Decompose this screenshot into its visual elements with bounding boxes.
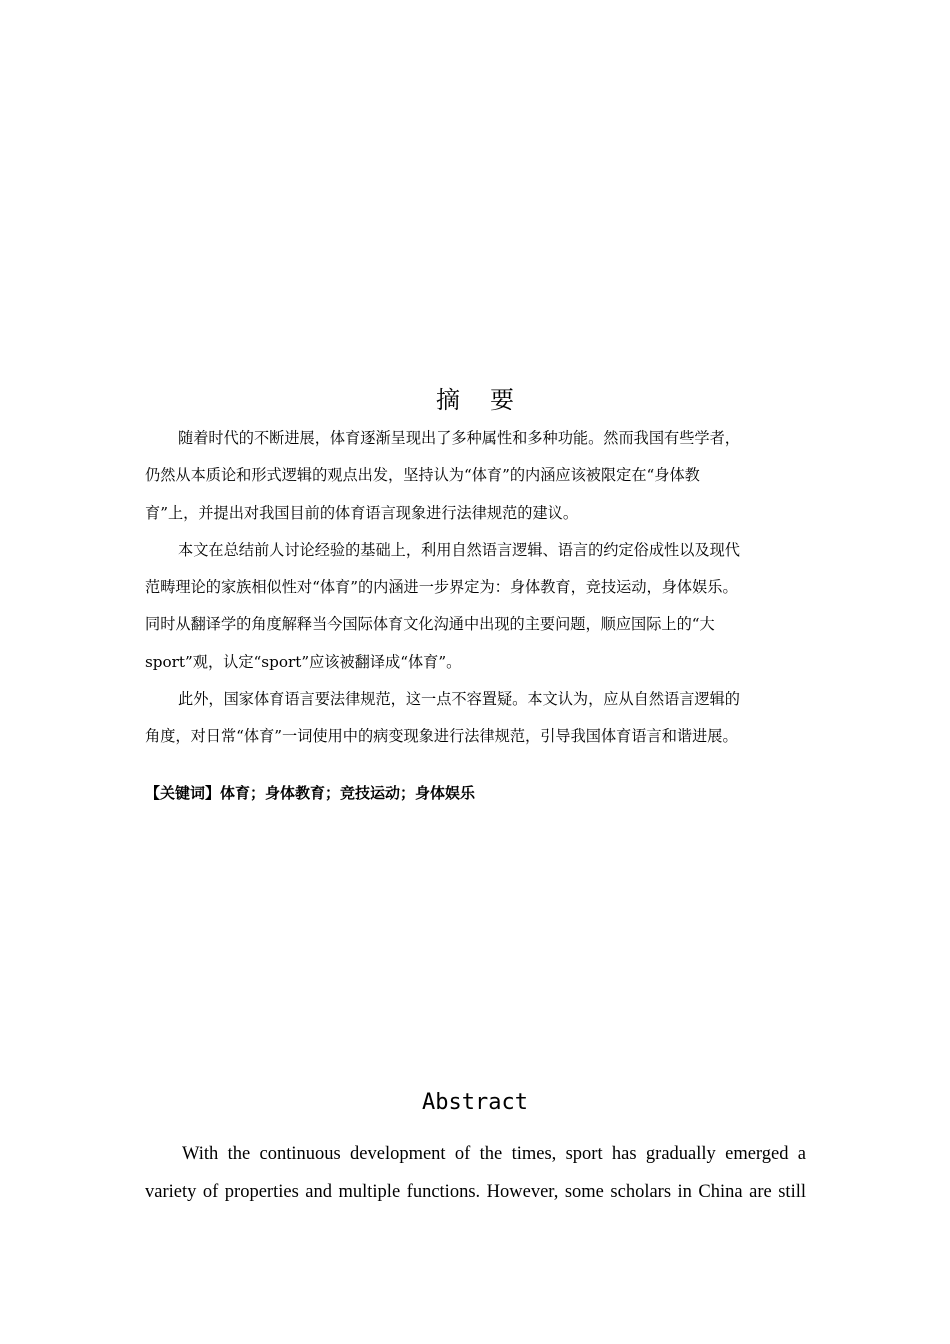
text-line: 范畴理论的家族相似性对“体育”的内涵进一步界定为：身体教育，竞技运动，身体娱乐。 [145, 578, 738, 597]
abstract-cn-paragraph-2 [145, 532, 813, 681]
abstract-cn-title: 摘要 [436, 386, 544, 414]
text-line: 育”上，并提出对我国目前的体育语言现象进行法律规范的建议。 [145, 503, 579, 522]
abstract-en-title: Abstract [422, 1090, 528, 1115]
text-line: 仍然从本质论和形式逻辑的观点出发，坚持认为“体育”的内涵应该被限定在“身体教 [145, 466, 700, 485]
text-line: variety of properties and multiple functions. However, some scholars in China are still [145, 1182, 806, 1202]
abstract-en-body [145, 1135, 806, 1211]
keywords [145, 782, 475, 803]
abstract-cn-paragraph-1 [145, 420, 813, 532]
text-line: 角度，对日常“体育”一词使用中的病变现象进行法律规范，引导我国体育语言和谐进展。 [145, 727, 738, 746]
keywords-label: 【关键词】 [145, 784, 221, 802]
text-line: 本文在总结前人讨论经验的基础上，利用自然语言逻辑、语言的约定俗成性以及现代 [178, 540, 740, 559]
text-line: 此外，国家体育语言要法律规范，这一点不容置疑。本文认为，应从自然语言逻辑的 [178, 690, 740, 709]
abstract-cn-paragraph-3 [145, 681, 813, 756]
text-line: 随着时代的不断进展，体育逐渐呈现出了多种属性和多种功能。然而我国有些学者， [178, 429, 740, 447]
text-line: With the continuous development of the times, sport has gradually emerged a [182, 1144, 806, 1164]
text-line: sport”观，认定“sport”应该被翻译成“体育”。 [145, 652, 462, 671]
text-line: 同时从翻译学的角度解释当今国际体育文化沟通中出现的主要问题，顺应国际上的“大 [145, 615, 715, 634]
abstract-cn-body [145, 420, 813, 756]
keywords-list: 体育；身体教育；竞技运动；身体娱乐 [220, 784, 476, 802]
